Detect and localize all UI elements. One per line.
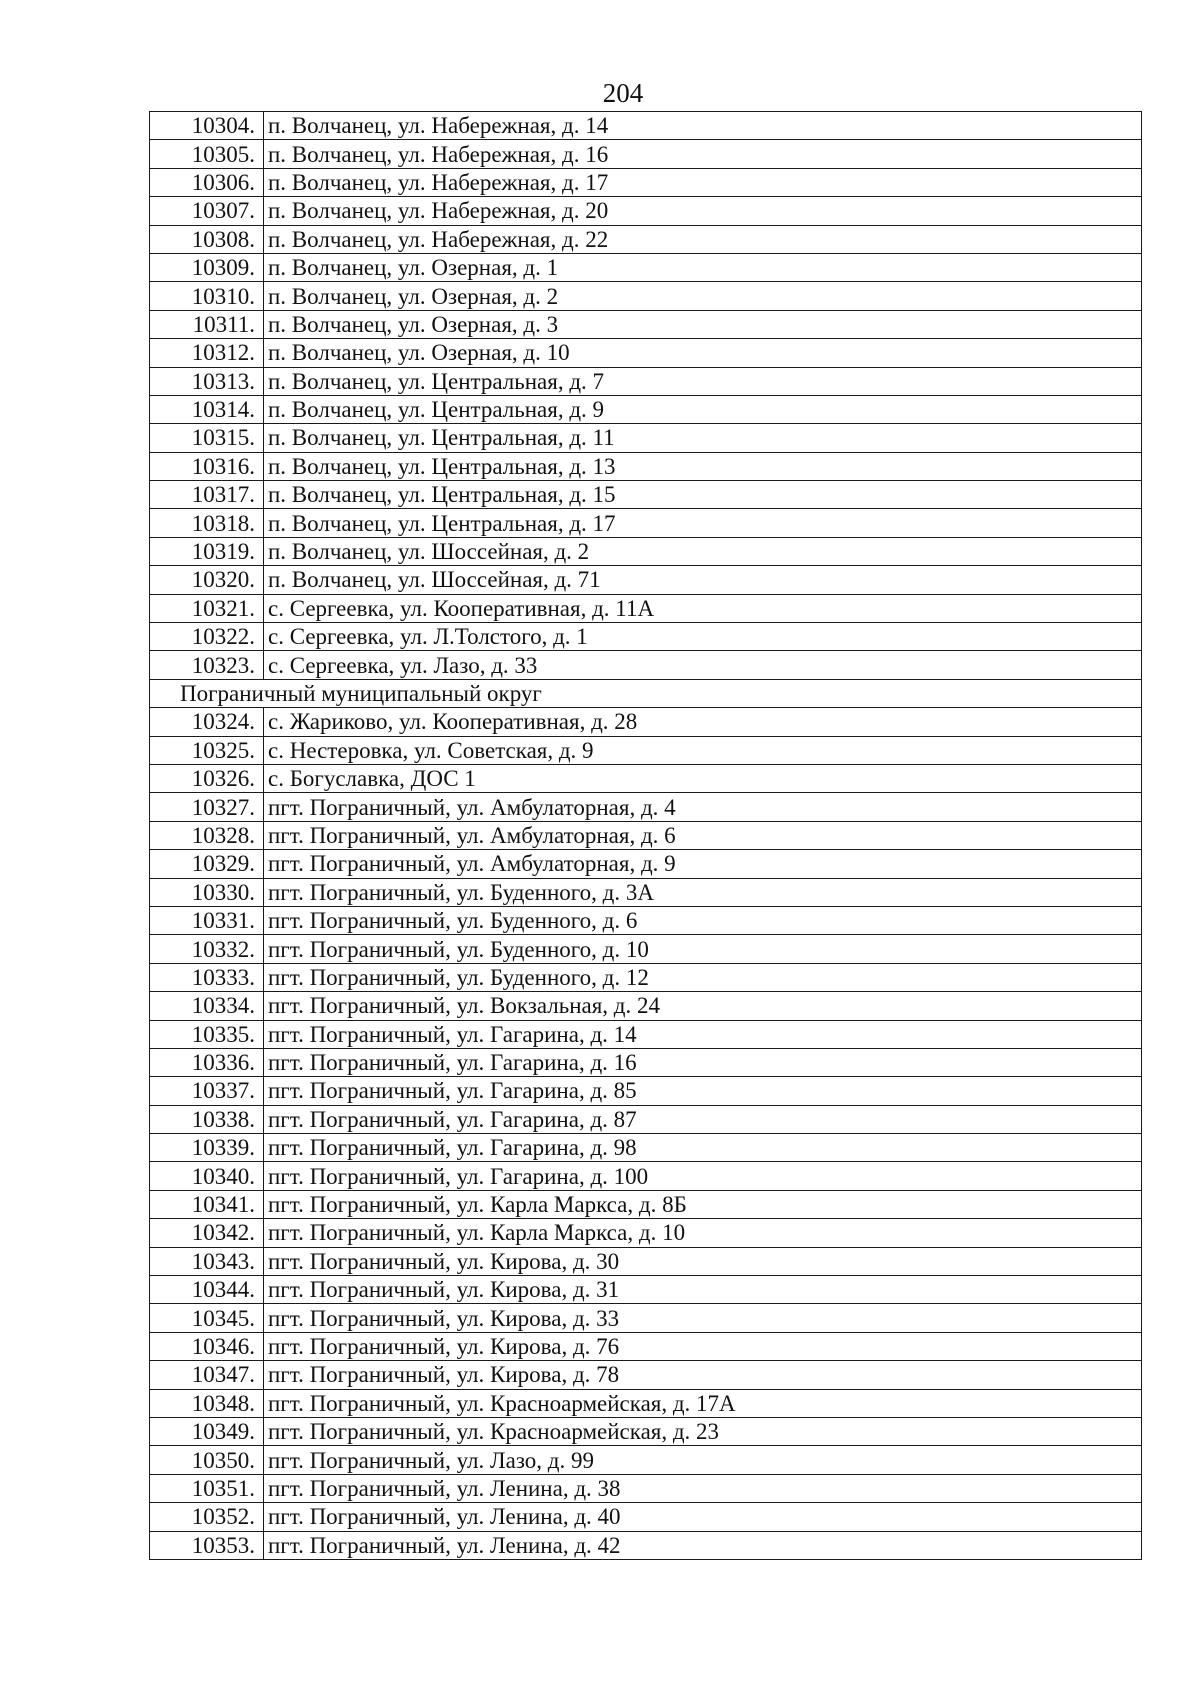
row-address: п. Волчанец, ул. Набережная, д. 16 [264, 140, 1142, 168]
row-address: п. Волчанец, ул. Центральная, д. 13 [264, 452, 1142, 480]
row-address: п. Волчанец, ул. Озерная, д. 3 [264, 310, 1142, 338]
address-table [149, 111, 1142, 1560]
row-number: 10323. [150, 651, 264, 679]
row-number: 10342. [150, 1219, 264, 1247]
row-number: 10333. [150, 963, 264, 991]
table-row [150, 651, 1142, 679]
row-address: пгт. Пограничный, ул. Кирова, д. 33 [264, 1304, 1142, 1332]
table-row [150, 764, 1142, 792]
row-number: 10330. [150, 878, 264, 906]
table-row [150, 1134, 1142, 1162]
table-row [150, 1417, 1142, 1445]
table-row [150, 1190, 1142, 1218]
table-row [150, 112, 1142, 140]
table-row [150, 1503, 1142, 1531]
row-number: 10339. [150, 1134, 264, 1162]
row-number: 10308. [150, 225, 264, 253]
table-row [150, 424, 1142, 452]
table-row [150, 168, 1142, 196]
row-address: п. Волчанец, ул. Озерная, д. 1 [264, 253, 1142, 281]
table-row [150, 395, 1142, 423]
row-address: пгт. Пограничный, ул. Гагарина, д. 98 [264, 1134, 1142, 1162]
row-number: 10309. [150, 253, 264, 281]
table-row [150, 1247, 1142, 1275]
table-row [150, 1361, 1142, 1389]
table-row [150, 623, 1142, 651]
row-number: 10320. [150, 566, 264, 594]
row-number: 10304. [150, 112, 264, 140]
table-row [150, 537, 1142, 565]
row-number: 10311. [150, 310, 264, 338]
row-number: 10350. [150, 1446, 264, 1474]
row-address: пгт. Пограничный, ул. Амбулаторная, д. 6 [264, 821, 1142, 849]
row-address: п. Волчанец, ул. Озерная, д. 10 [264, 339, 1142, 367]
row-address: пгт. Пограничный, ул. Амбулаторная, д. 4 [264, 793, 1142, 821]
row-address: пгт. Пограничный, ул. Красноармейская, д. 17А [264, 1389, 1142, 1417]
row-number: 10337. [150, 1077, 264, 1105]
row-number: 10346. [150, 1332, 264, 1360]
row-number: 10310. [150, 282, 264, 310]
row-address: п. Волчанец, ул. Центральная, д. 9 [264, 395, 1142, 423]
row-number: 10340. [150, 1162, 264, 1190]
row-number: 10352. [150, 1503, 264, 1531]
row-number: 10338. [150, 1105, 264, 1133]
row-address: п. Волчанец, ул. Набережная, д. 22 [264, 225, 1142, 253]
table-row [150, 850, 1142, 878]
row-address: пгт. Пограничный, ул. Амбулаторная, д. 9 [264, 850, 1142, 878]
section-title: Пограничный муниципальный округ [150, 679, 1142, 707]
row-address: пгт. Пограничный, ул. Гагарина, д. 87 [264, 1105, 1142, 1133]
row-address: пгт. Пограничный, ул. Карла Маркса, д. 10 [264, 1219, 1142, 1247]
row-address: пгт. Пограничный, ул. Гагарина, д. 100 [264, 1162, 1142, 1190]
table-row [150, 1474, 1142, 1502]
table-row [150, 821, 1142, 849]
row-address: пгт. Пограничный, ул. Ленина, д. 40 [264, 1503, 1142, 1531]
row-number: 10348. [150, 1389, 264, 1417]
row-address: с. Жариково, ул. Кооперативная, д. 28 [264, 708, 1142, 736]
row-address: пгт. Пограничный, ул. Буденного, д. 12 [264, 963, 1142, 991]
row-address: п. Волчанец, ул. Озерная, д. 2 [264, 282, 1142, 310]
table-row [150, 1389, 1142, 1417]
row-number: 10322. [150, 623, 264, 651]
table-row [150, 708, 1142, 736]
row-number: 10336. [150, 1048, 264, 1076]
page-number: 204 [602, 78, 644, 108]
row-address: пгт. Пограничный, ул. Кирова, д. 78 [264, 1361, 1142, 1389]
table-row [150, 1048, 1142, 1076]
table-row [150, 367, 1142, 395]
row-number: 10316. [150, 452, 264, 480]
table-row [150, 1020, 1142, 1048]
row-number: 10344. [150, 1276, 264, 1304]
table-row [150, 1332, 1142, 1360]
row-address: пгт. Пограничный, ул. Гагарина, д. 85 [264, 1077, 1142, 1105]
row-address: с. Богуславка, ДОС 1 [264, 764, 1142, 792]
row-number: 10341. [150, 1190, 264, 1218]
table-row [150, 992, 1142, 1020]
row-address: п. Волчанец, ул. Центральная, д. 15 [264, 481, 1142, 509]
row-number: 10351. [150, 1474, 264, 1502]
row-number: 10319. [150, 537, 264, 565]
address-table-body [150, 112, 1142, 1560]
row-address: п. Волчанец, ул. Шоссейная, д. 2 [264, 537, 1142, 565]
table-row [150, 509, 1142, 537]
row-number: 10353. [150, 1531, 264, 1559]
table-row [150, 1219, 1142, 1247]
table-row [150, 793, 1142, 821]
row-number: 10347. [150, 1361, 264, 1389]
row-number: 10345. [150, 1304, 264, 1332]
row-address: пгт. Пограничный, ул. Кирова, д. 30 [264, 1247, 1142, 1275]
table-row [150, 452, 1142, 480]
row-address: с. Сергеевка, ул. Лазо, д. 33 [264, 651, 1142, 679]
table-row [150, 282, 1142, 310]
row-address: п. Волчанец, ул. Набережная, д. 17 [264, 168, 1142, 196]
row-address: п. Волчанец, ул. Шоссейная, д. 71 [264, 566, 1142, 594]
row-address: п. Волчанец, ул. Центральная, д. 7 [264, 367, 1142, 395]
table-row [150, 1105, 1142, 1133]
row-address: с. Сергеевка, ул. Кооперативная, д. 11А [264, 594, 1142, 622]
table-row [150, 594, 1142, 622]
row-number: 10326. [150, 764, 264, 792]
row-address: пгт. Пограничный, ул. Красноармейская, д. 23 [264, 1417, 1142, 1445]
row-number: 10324. [150, 708, 264, 736]
row-number: 10317. [150, 481, 264, 509]
row-number: 10343. [150, 1247, 264, 1275]
table-row [150, 481, 1142, 509]
row-number: 10314. [150, 395, 264, 423]
row-address: пгт. Пограничный, ул. Лазо, д. 99 [264, 1446, 1142, 1474]
table-row [150, 963, 1142, 991]
row-address: пгт. Пограничный, ул. Ленина, д. 42 [264, 1531, 1142, 1559]
row-number: 10315. [150, 424, 264, 452]
row-address: с. Сергеевка, ул. Л.Толстого, д. 1 [264, 623, 1142, 651]
table-row [150, 736, 1142, 764]
table-row [150, 1077, 1142, 1105]
row-address: с. Нестеровка, ул. Советская, д. 9 [264, 736, 1142, 764]
table-row [150, 225, 1142, 253]
row-address: пгт. Пограничный, ул. Ленина, д. 38 [264, 1474, 1142, 1502]
row-address: п. Волчанец, ул. Набережная, д. 20 [264, 197, 1142, 225]
row-address: пгт. Пограничный, ул. Буденного, д. 6 [264, 906, 1142, 934]
row-number: 10305. [150, 140, 264, 168]
table-row [150, 935, 1142, 963]
table-row [150, 1276, 1142, 1304]
row-number: 10328. [150, 821, 264, 849]
table-row [150, 339, 1142, 367]
row-number: 10327. [150, 793, 264, 821]
row-address: пгт. Пограничный, ул. Буденного, д. 3А [264, 878, 1142, 906]
table-row [150, 140, 1142, 168]
row-number: 10332. [150, 935, 264, 963]
row-number: 10312. [150, 339, 264, 367]
table-row [150, 1162, 1142, 1190]
row-number: 10334. [150, 992, 264, 1020]
row-address: пгт. Пограничный, ул. Буденного, д. 10 [264, 935, 1142, 963]
row-address: п. Волчанец, ул. Центральная, д. 17 [264, 509, 1142, 537]
table-row [150, 906, 1142, 934]
row-number: 10313. [150, 367, 264, 395]
row-address: пгт. Пограничный, ул. Карла Маркса, д. 8Б [264, 1190, 1142, 1218]
row-address: п. Волчанец, ул. Центральная, д. 11 [264, 424, 1142, 452]
row-address: п. Волчанец, ул. Набережная, д. 14 [264, 112, 1142, 140]
row-number: 10331. [150, 906, 264, 934]
table-row [150, 878, 1142, 906]
row-number: 10325. [150, 736, 264, 764]
row-number: 10307. [150, 197, 264, 225]
row-number: 10349. [150, 1417, 264, 1445]
row-address: пгт. Пограничный, ул. Кирова, д. 76 [264, 1332, 1142, 1360]
table-row [150, 1531, 1142, 1559]
row-number: 10318. [150, 509, 264, 537]
table-row [150, 253, 1142, 281]
table-row [150, 197, 1142, 225]
row-number: 10329. [150, 850, 264, 878]
row-address: пгт. Пограничный, ул. Гагарина, д. 16 [264, 1048, 1142, 1076]
row-number: 10306. [150, 168, 264, 196]
row-address: пгт. Пограничный, ул. Кирова, д. 31 [264, 1276, 1142, 1304]
table-row [150, 310, 1142, 338]
section-row [150, 679, 1142, 707]
row-address: пгт. Пограничный, ул. Вокзальная, д. 24 [264, 992, 1142, 1020]
row-number: 10335. [150, 1020, 264, 1048]
row-address: пгт. Пограничный, ул. Гагарина, д. 14 [264, 1020, 1142, 1048]
table-row [150, 1304, 1142, 1332]
table-row [150, 1446, 1142, 1474]
table-row [150, 566, 1142, 594]
row-number: 10321. [150, 594, 264, 622]
